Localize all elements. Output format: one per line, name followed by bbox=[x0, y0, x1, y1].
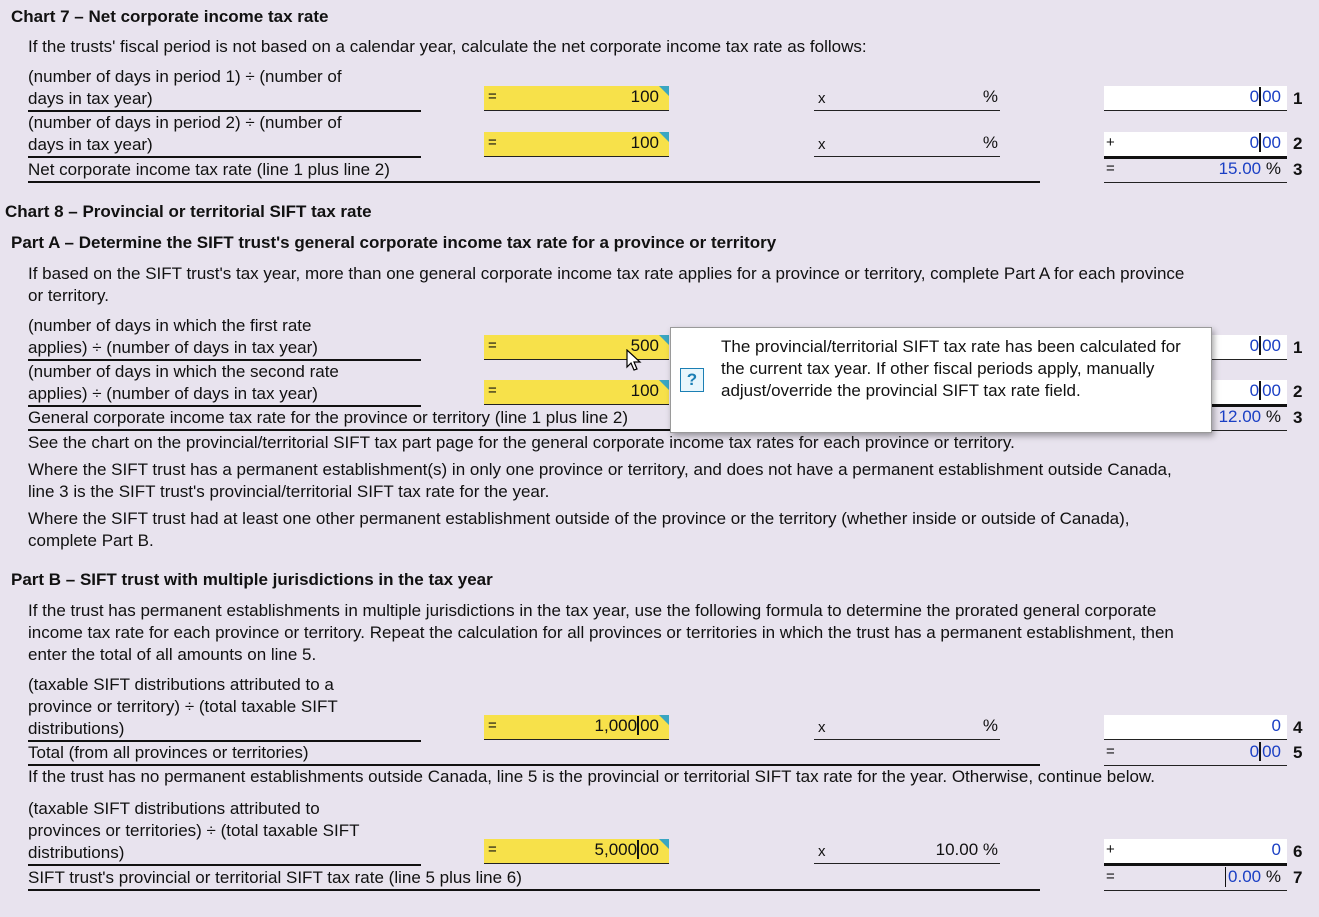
chart7-line1-days-field[interactable]: = 100 bbox=[484, 86, 669, 111]
tooltip-text: The provincial/territorial SIFT tax rate has been calculated for the current tax year. If other fiscal periods apply, manually adjust/override the provincial SIFT tax rate field. bbox=[721, 337, 1181, 400]
partB-intro: If the trust has permanent establishments in multiple jurisdictions in the tax year, use the following formula to determine the prorated general corporate income tax rate for each province or territory. Repeat the calculation for all provinces or territories in which the trust has a permanent establishment, then enter the total of all amounts on line 5. bbox=[28, 601, 1174, 664]
divider bbox=[28, 764, 1040, 766]
partB-line6-distribution-field[interactable]: = 5,000 00 bbox=[484, 839, 669, 864]
chart7-line1-result[interactable]: 0 00 bbox=[1104, 86, 1287, 111]
partA-intro: If based on the SIFT trust's tax year, more than one general corporate income tax rate applies for a province or territory, complete Part A for each province or territory. bbox=[28, 264, 1185, 305]
partA-note3: Where the SIFT trust had at least one other permanent establishment outside of the province or the territory (whether inside or outside of Canada), complete Part B. bbox=[28, 509, 1130, 550]
override-marker-icon bbox=[659, 335, 669, 345]
divider bbox=[28, 740, 421, 742]
partA-line1-days-field[interactable]: = 500 bbox=[484, 335, 669, 360]
partB-line5-desc: Total (from all provinces or territories) bbox=[28, 743, 309, 762]
chart7-title: Chart 7 – Net corporate income tax rate bbox=[11, 7, 329, 26]
chart7-line3-result: = 15.00 % bbox=[1104, 158, 1287, 183]
chart7-line2-desc: (number of days in period 2) ÷ (number of days in tax year) bbox=[28, 113, 342, 154]
divider bbox=[28, 864, 421, 866]
divider bbox=[28, 156, 421, 158]
line-number: 3 bbox=[1293, 160, 1303, 179]
partA-line2-result[interactable]: 0 00 bbox=[1104, 380, 1287, 407]
override-marker-icon bbox=[659, 86, 669, 96]
partB-line7-result[interactable]: = 0.00 % bbox=[1104, 866, 1287, 891]
partB-line6-desc: (taxable SIFT distributions attributed to provinces or territories) ÷ (total taxable SIFT distributions) bbox=[28, 799, 360, 862]
partA-note2: Where the SIFT trust has a permanent establishment(s) in only one province or territory, and does not have a permanent establishment outside Canada, line 3 is the SIFT trust's provincial/territorial SIFT tax rate for the year. bbox=[28, 460, 1172, 501]
partB-line5-result: = 0 00 bbox=[1104, 741, 1287, 766]
divider bbox=[28, 889, 1040, 891]
help-question-icon[interactable]: ? bbox=[680, 368, 704, 392]
partA-note1: See the chart on the provincial/territorial SIFT tax part page for the general corporate income tax rates for each province or territory. bbox=[28, 433, 1015, 452]
chart7-line1-rate-field[interactable]: x % bbox=[814, 86, 1000, 111]
line-number: 4 bbox=[1293, 718, 1303, 737]
partB-line6-result[interactable]: + 0 bbox=[1104, 839, 1287, 866]
line-number: 6 bbox=[1293, 842, 1303, 861]
partB-line4-rate-field[interactable]: x % bbox=[814, 715, 1000, 740]
override-marker-icon bbox=[659, 839, 669, 849]
divider bbox=[28, 181, 1040, 183]
override-marker-icon bbox=[659, 380, 669, 390]
line-number: 2 bbox=[1293, 134, 1303, 153]
chart7-line2-rate-field[interactable]: x % bbox=[814, 132, 1000, 157]
partA-line2-desc: (number of days in which the second rate applies) ÷ (number of days in tax year) bbox=[28, 362, 339, 403]
partB-line4-distribution-field[interactable]: = 1,000 00 bbox=[484, 715, 669, 740]
line-number: 7 bbox=[1293, 868, 1303, 887]
partA-line1-desc: (number of days in which the first rate applies) ÷ (number of days in tax year) bbox=[28, 316, 318, 357]
line-number: 1 bbox=[1293, 338, 1303, 357]
chart7-line2-result[interactable]: + 0 00 bbox=[1104, 132, 1287, 159]
line-number: 2 bbox=[1293, 382, 1303, 401]
divider bbox=[28, 405, 421, 407]
partA-line3-result: 12.00 % bbox=[1104, 406, 1287, 431]
chart7-line3-desc: Net corporate income tax rate (line 1 plus line 2) bbox=[28, 160, 390, 179]
line-number: 1 bbox=[1293, 89, 1303, 108]
partB-line4-result[interactable]: 0 bbox=[1104, 715, 1287, 740]
chart8-title: Chart 8 – Provincial or territorial SIFT tax rate bbox=[5, 202, 372, 221]
help-tooltip bbox=[670, 327, 1212, 433]
line-number: 3 bbox=[1293, 408, 1303, 427]
chart7-line2-days-field[interactable]: = 100 bbox=[484, 132, 669, 157]
partA-line1-result[interactable]: 0 00 bbox=[1104, 335, 1287, 360]
partA-line2-days-field[interactable]: = 100 bbox=[484, 380, 669, 405]
chart7-line1-desc: (number of days in period 1) ÷ (number of days in tax year) bbox=[28, 67, 342, 108]
partA-title: Part A – Determine the SIFT trust's general corporate income tax rate for a province or territory bbox=[11, 233, 777, 252]
mouse-cursor-icon bbox=[626, 349, 642, 373]
partB-line7-desc: SIFT trust's provincial or territorial SIFT tax rate (line 5 plus line 6) bbox=[28, 868, 522, 887]
override-marker-icon bbox=[659, 132, 669, 142]
partB-line4-desc: (taxable SIFT distributions attributed to a province or territory) ÷ (total taxable SIFT distributions) bbox=[28, 675, 338, 738]
partB-note: If the trust has no permanent establishments outside Canada, line 5 is the provincial or territorial SIFT tax rate for the year. Otherwise, continue below. bbox=[28, 767, 1155, 786]
partB-line6-rate-field[interactable]: x 10.00 % bbox=[814, 839, 1000, 864]
chart7-intro: If the trusts' fiscal period is not based on a calendar year, calculate the net corporate income tax rate as follows: bbox=[28, 37, 867, 56]
override-marker-icon bbox=[659, 715, 669, 725]
partB-title: Part B – SIFT trust with multiple jurisdictions in the tax year bbox=[11, 570, 493, 589]
partA-line3-desc: General corporate income tax rate for the province or territory (line 1 plus line 2) bbox=[28, 408, 628, 427]
line-number: 5 bbox=[1293, 743, 1303, 762]
